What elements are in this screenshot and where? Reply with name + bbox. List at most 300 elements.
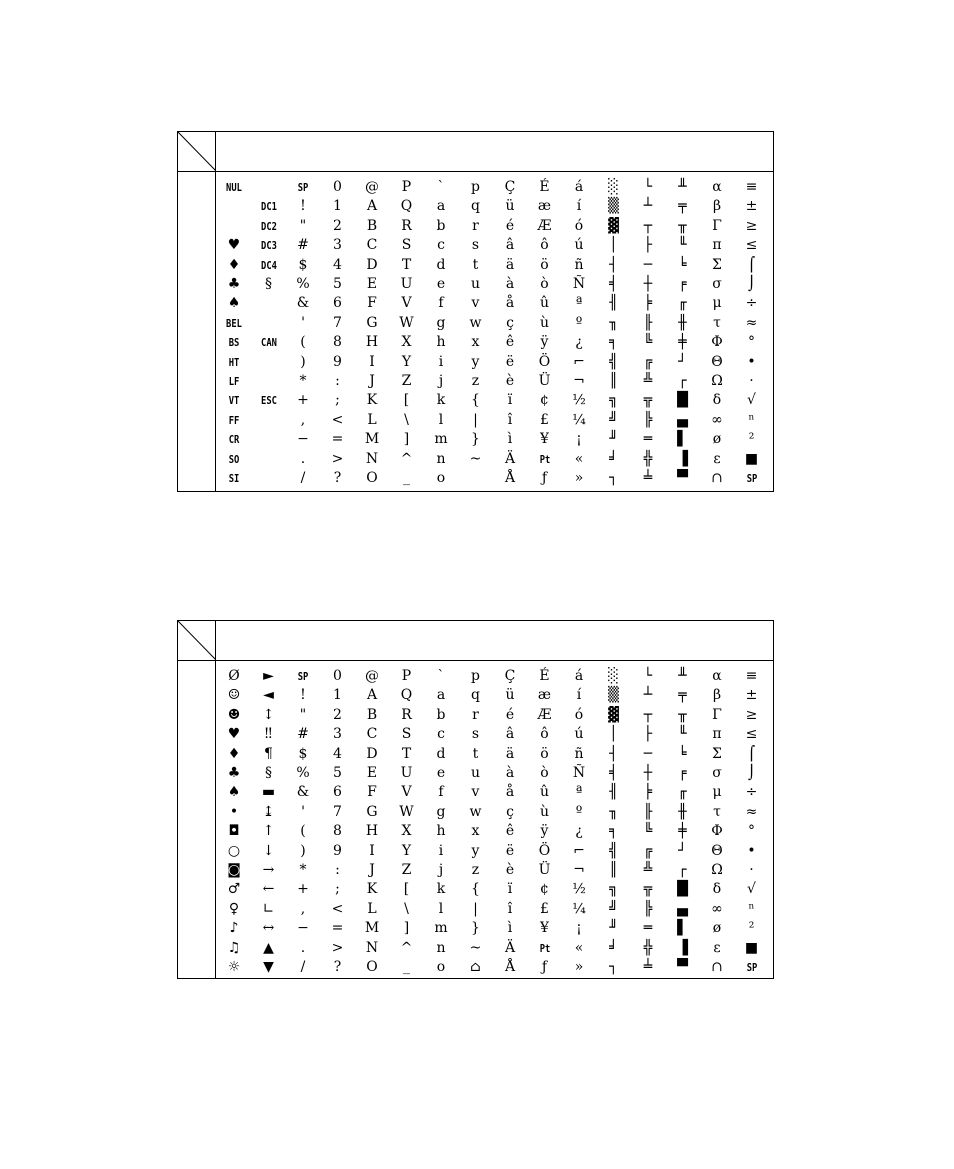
char-cell: ╗ <box>609 881 618 898</box>
char-cell: R <box>401 706 412 723</box>
char-cell: a <box>436 687 446 704</box>
char-cell: SI <box>228 472 240 485</box>
char-cell: ¥ <box>540 431 549 448</box>
char-cell: t <box>472 256 479 273</box>
char-cell: + <box>297 881 309 898</box>
char-cell: τ <box>713 803 721 820</box>
char-cell: ╝ <box>609 411 618 428</box>
char-cell: ┬ <box>643 217 653 234</box>
char-cell: I <box>369 353 375 370</box>
char-cell: ? <box>333 470 342 486</box>
char-cell: ? <box>333 959 342 975</box>
char-cell: ≤ <box>745 237 758 254</box>
char-cell: ◘ <box>228 823 240 840</box>
char-cell: ☻ <box>227 706 241 723</box>
char-cell: d <box>436 745 446 762</box>
char-cell: ♀ <box>228 900 240 917</box>
char-cell: ┤ <box>609 745 618 762</box>
char-cell: π <box>712 237 722 254</box>
char-cell: ≡ <box>745 668 758 684</box>
char-cell: ▀ <box>677 959 688 975</box>
char-cell: ⌐ <box>573 842 585 859</box>
char-cell: « <box>574 450 584 467</box>
char-cell: å <box>505 295 515 312</box>
char-cell: 7 <box>333 803 342 820</box>
char-cell: i <box>438 353 444 370</box>
char-cell: ╧ <box>643 470 653 486</box>
char-cell: ú <box>574 237 584 254</box>
char-cell: § <box>265 765 272 781</box>
char-cell: [ <box>403 392 410 409</box>
char-cell: ▲ <box>263 939 274 956</box>
char-cell: ╗ <box>609 392 618 409</box>
char-cell: æ <box>537 198 552 215</box>
char-cell: ╞ <box>643 784 653 801</box>
char-cell: Γ <box>712 706 722 723</box>
char-cell: > <box>331 450 344 467</box>
char-cell: ╨ <box>678 668 687 684</box>
row-header-column <box>178 172 216 491</box>
char-cell: ¬ <box>573 862 585 878</box>
char-cell: ` <box>437 668 445 684</box>
char-cell: F <box>367 295 377 312</box>
char-cell <box>251 469 287 488</box>
char-cell: ª <box>575 784 583 801</box>
char-cell: ↓ <box>262 842 275 859</box>
char-cell: . <box>300 450 306 467</box>
char-cell: ▐ <box>677 450 688 467</box>
char-cell: x <box>471 823 480 840</box>
char-cell: { <box>471 392 480 409</box>
char-cell: V <box>401 784 412 801</box>
char-cell: Ñ <box>572 276 586 292</box>
char-cell: å <box>505 784 515 801</box>
char-cell: S <box>401 237 412 254</box>
char-cell: é <box>505 706 515 723</box>
char-cell: ▓ <box>608 217 619 234</box>
char-cell: ╫ <box>678 803 687 820</box>
char-cell: σ <box>712 276 722 292</box>
char-cell: U <box>400 276 413 292</box>
char-cell: c <box>437 726 445 743</box>
row-header-column <box>178 661 216 978</box>
char-cell <box>216 217 252 236</box>
char-cell: ñ <box>574 256 584 273</box>
char-cell: p <box>471 668 480 684</box>
char-cell: ║ <box>609 862 618 878</box>
char-cell: ¬ <box>573 373 585 389</box>
char-cell: É <box>539 668 550 684</box>
char-cell: ┘ <box>678 353 687 370</box>
char-cell: ↨ <box>262 803 275 820</box>
char-cell: ' <box>301 314 305 331</box>
char-cell: ╔ <box>643 842 653 859</box>
char-cell: ^ <box>400 939 413 956</box>
char-cell: ƒ <box>541 470 548 486</box>
char-cell: B <box>366 217 378 234</box>
char-cell: ♥ <box>227 726 241 743</box>
char-cell: ┴ <box>643 687 653 704</box>
char-cell: ï <box>507 392 513 409</box>
char-cell: ä <box>505 256 515 273</box>
char-cell <box>251 294 287 313</box>
char-cell: ≥ <box>745 217 758 234</box>
char-cell: ╝ <box>609 900 618 917</box>
char-cell: SO <box>228 452 240 466</box>
char-cell: _ <box>403 959 410 975</box>
char-cell: ═ <box>643 431 653 448</box>
char-cell: ► <box>263 668 274 684</box>
char-cell: : <box>335 862 340 878</box>
char-cell: ÿ <box>540 823 549 840</box>
char-cell: ╜ <box>609 431 618 448</box>
char-cell: C <box>366 726 378 743</box>
char-cell: ╚ <box>643 334 653 351</box>
char-cell: S <box>401 726 412 743</box>
char-cell: σ <box>712 765 722 781</box>
char-cell: P <box>401 668 412 684</box>
char-cell: BEL <box>226 316 242 330</box>
char-cell: ┤ <box>609 256 618 273</box>
char-cell: ï <box>507 881 513 898</box>
char-cell: º <box>575 803 583 820</box>
char-cell: Å <box>504 470 516 486</box>
char-cell: æ <box>537 687 552 704</box>
char-cell: ↑ <box>262 823 275 840</box>
char-cell: 3 <box>333 726 342 743</box>
char-cell: SP <box>297 670 309 683</box>
char-cell: ╟ <box>643 803 653 820</box>
char-cell: J <box>369 373 375 389</box>
char-cell: f <box>438 295 444 312</box>
character-table-1 <box>177 131 774 492</box>
char-cell: ╙ <box>678 726 687 743</box>
char-cell: ╨ <box>678 179 687 195</box>
char-cell: √ <box>747 881 756 898</box>
char-cell: _ <box>403 470 410 486</box>
char-cell: x <box>471 334 480 351</box>
char-cell: ♠ <box>227 295 241 312</box>
char-cell: b <box>436 217 446 234</box>
char-cell: . <box>300 939 306 956</box>
char-cell: D <box>366 745 378 762</box>
char-cell: 2 <box>333 217 342 234</box>
char-cell: # <box>297 726 309 743</box>
char-cell <box>458 469 494 488</box>
char-cell: t <box>472 745 479 762</box>
char-cell: · <box>749 862 754 878</box>
char-cell: ⌂ <box>470 959 481 975</box>
char-cell: T <box>401 256 412 273</box>
char-cell: Ç <box>504 179 516 195</box>
char-cell: ⌡ <box>747 276 756 292</box>
char-cell: ▌ <box>677 431 688 448</box>
char-cell: ♣ <box>227 276 241 292</box>
char-cell: Ö <box>538 353 551 370</box>
char-cell: ░ <box>608 668 619 684</box>
char-cell: Ü <box>538 862 551 878</box>
char-cell: L <box>367 900 377 917</box>
char-cell: | <box>473 411 478 428</box>
char-cell: ò <box>540 765 549 781</box>
char-cell: ò <box>540 276 549 292</box>
char-cell: └ <box>643 668 653 684</box>
char-cell: ~ <box>469 450 482 467</box>
char-cell: ¿ <box>575 334 583 351</box>
char-cell: C <box>366 237 378 254</box>
char-cell: Pt <box>539 452 550 466</box>
char-cell: H <box>365 823 379 840</box>
char-cell: μ <box>712 295 722 312</box>
char-cell: N <box>365 939 379 956</box>
character-grid <box>216 661 773 978</box>
char-cell: SP <box>746 961 757 974</box>
char-cell: SP <box>297 181 309 194</box>
char-cell: ╚ <box>643 823 653 840</box>
char-cell: ] <box>403 431 410 448</box>
char-cell <box>251 411 287 430</box>
char-cell: Pt <box>539 941 550 955</box>
char-cell: » <box>574 470 584 486</box>
char-cell: ‼ <box>264 726 273 743</box>
char-cell: ┌ <box>678 373 687 389</box>
char-cell: ( <box>300 823 306 840</box>
char-cell: à <box>505 276 515 292</box>
char-cell: q <box>471 687 480 704</box>
char-cell: α <box>712 668 722 684</box>
char-cell: v <box>471 295 480 312</box>
char-cell: 5 <box>333 276 342 292</box>
char-cell: DC2 <box>260 219 277 233</box>
char-cell: ↔ <box>262 920 275 937</box>
char-cell: ) <box>300 353 306 370</box>
char-cell: 4 <box>333 256 342 273</box>
char-cell: / <box>300 959 306 975</box>
char-cell: ° <box>748 823 755 840</box>
char-cell: α <box>712 179 722 195</box>
char-cell: W <box>399 314 414 331</box>
char-cell: ≡ <box>745 179 758 195</box>
char-cell: 9 <box>333 842 342 859</box>
char-cell: ¢ <box>540 881 549 898</box>
char-cell: ┬ <box>643 706 653 723</box>
char-cell: ╩ <box>643 862 653 878</box>
char-cell: ê <box>505 334 515 351</box>
char-cell: w <box>469 803 482 820</box>
char-cell: δ <box>712 881 722 898</box>
char-cell: Q <box>400 687 413 704</box>
char-cell: π <box>712 726 722 743</box>
char-cell: → <box>262 862 275 878</box>
char-cell: ÷ <box>745 784 758 801</box>
char-cell: 5 <box>333 765 342 781</box>
char-cell: G <box>366 314 378 331</box>
char-cell: ╢ <box>609 784 618 801</box>
char-cell: o <box>436 959 446 975</box>
char-cell: CR <box>228 433 240 447</box>
char-cell: ë <box>505 353 515 370</box>
char-cell: A <box>366 687 378 704</box>
char-cell: ╤ <box>678 198 687 215</box>
char-cell: : <box>335 373 340 389</box>
char-cell: g <box>436 803 446 820</box>
char-cell: 1 <box>333 687 342 704</box>
char-cell: i <box>438 842 444 859</box>
char-cell: ñ <box>574 745 584 762</box>
char-cell: 6 <box>333 784 342 801</box>
char-cell: ç <box>506 803 514 820</box>
char-cell: b <box>436 706 446 723</box>
char-cell: Θ <box>711 353 723 370</box>
char-cell: Æ <box>537 706 552 723</box>
char-cell: o <box>436 470 446 486</box>
char-cell: ╟ <box>643 314 653 331</box>
char-cell: ¼ <box>572 900 586 917</box>
character-grid <box>216 172 773 491</box>
char-cell: Γ <box>712 217 722 234</box>
char-cell: ╡ <box>609 765 618 781</box>
char-cell: ≥ <box>745 706 758 723</box>
char-cell: î <box>507 411 513 428</box>
char-cell: n <box>436 450 446 467</box>
char-cell: « <box>574 939 584 956</box>
char-cell: 7 <box>333 314 342 331</box>
char-cell: ╡ <box>609 276 618 292</box>
char-cell: ♣ <box>227 765 241 781</box>
char-cell: Å <box>504 959 516 975</box>
char-cell: ; <box>335 881 340 898</box>
char-cell: 6 <box>333 295 342 312</box>
char-cell: ╖ <box>609 314 618 331</box>
char-cell: H <box>365 334 379 351</box>
char-cell: k <box>436 881 446 898</box>
char-cell: ├ <box>643 237 653 254</box>
char-cell: ▼ <box>263 959 274 975</box>
char-cell: 8 <box>333 823 342 840</box>
char-cell: ┴ <box>643 198 653 215</box>
char-cell: Æ <box>537 217 552 234</box>
char-cell: ÿ <box>540 334 549 351</box>
char-cell: T <box>401 745 412 762</box>
char-cell: § <box>265 276 272 292</box>
char-cell: ° <box>748 334 755 351</box>
char-cell: ┼ <box>643 276 653 292</box>
char-cell: ┌ <box>678 862 687 878</box>
char-cell: Ø <box>228 668 240 684</box>
char-cell: Ö <box>538 842 551 859</box>
char-cell: ╓ <box>678 784 687 801</box>
char-cell: ╒ <box>678 765 687 781</box>
char-cell: ø <box>712 920 722 937</box>
char-cell: ▌ <box>677 920 688 937</box>
char-cell: ª <box>575 295 583 312</box>
char-cell: 4 <box>333 745 342 762</box>
char-cell: | <box>473 900 478 917</box>
char-cell: # <box>297 237 309 254</box>
char-cell: & <box>296 295 310 312</box>
char-cell: δ <box>712 392 722 409</box>
char-cell: ♂ <box>227 881 241 898</box>
char-cell: ┐ <box>609 470 618 486</box>
char-cell: Ω <box>711 373 723 389</box>
char-cell: β <box>712 687 722 704</box>
char-cell: μ <box>712 784 722 801</box>
char-cell: ƒ <box>541 959 548 975</box>
char-cell: ⌐ <box>573 353 585 370</box>
char-cell: ▬ <box>261 784 276 801</box>
char-cell: ≤ <box>745 726 758 743</box>
char-cell: ╦ <box>643 881 653 898</box>
char-cell: ä <box>505 745 515 762</box>
char-cell: ╥ <box>678 217 687 234</box>
char-cell: * <box>299 373 307 389</box>
char-cell: ¥ <box>540 920 549 937</box>
char-cell: └ <box>643 179 653 195</box>
char-cell: ε <box>713 939 721 956</box>
table-header-row <box>178 621 773 661</box>
char-cell: ╖ <box>609 803 618 820</box>
char-cell: Z <box>401 373 412 389</box>
char-cell: K <box>366 881 378 898</box>
char-cell: ó <box>574 217 584 234</box>
char-cell: ⌠ <box>747 745 756 762</box>
char-cell: ¿ <box>575 823 583 840</box>
char-cell: á <box>574 179 584 195</box>
char-cell: ♪ <box>229 920 239 937</box>
table-header-row <box>178 132 773 172</box>
char-cell: ↕ <box>262 706 275 723</box>
char-cell: ╠ <box>643 411 653 428</box>
char-cell: = <box>331 920 344 937</box>
char-cell: ç <box>506 314 514 331</box>
char-cell: Ñ <box>572 765 586 781</box>
char-cell: CAN <box>260 336 277 350</box>
char-cell <box>251 353 287 372</box>
char-cell: 9 <box>333 353 342 370</box>
char-cell: } <box>471 920 480 937</box>
character-table-2 <box>177 620 774 979</box>
char-cell: ESC <box>260 394 277 408</box>
char-cell: N <box>365 450 379 467</box>
char-cell: à <box>505 765 515 781</box>
char-cell: ║ <box>609 373 618 389</box>
char-cell: d <box>436 256 446 273</box>
char-cell: 3 <box>333 237 342 254</box>
char-cell: Σ <box>712 745 722 762</box>
char-cell: V <box>401 295 412 312</box>
char-cell: \ <box>404 411 409 428</box>
char-cell: ╬ <box>643 450 653 467</box>
char-cell: U <box>400 765 413 781</box>
char-cell: L <box>367 411 377 428</box>
char-cell: ♦ <box>227 745 241 762</box>
char-cell: u <box>470 276 481 292</box>
char-cell: ╧ <box>643 959 653 975</box>
char-cell: é <box>505 217 515 234</box>
char-cell: v <box>471 784 480 801</box>
char-cell: − <box>297 920 309 937</box>
char-cell: ┼ <box>643 765 653 781</box>
char-cell: ù <box>539 314 550 331</box>
char-cell: ♫ <box>227 939 241 956</box>
char-cell: ♥ <box>227 237 241 254</box>
char-cell: ╕ <box>609 334 618 351</box>
char-cell: m <box>434 431 448 448</box>
char-cell: ☼ <box>227 959 241 975</box>
char-cell: • <box>747 353 756 370</box>
char-cell: p <box>471 179 480 195</box>
char-cell: ▐ <box>677 939 688 956</box>
